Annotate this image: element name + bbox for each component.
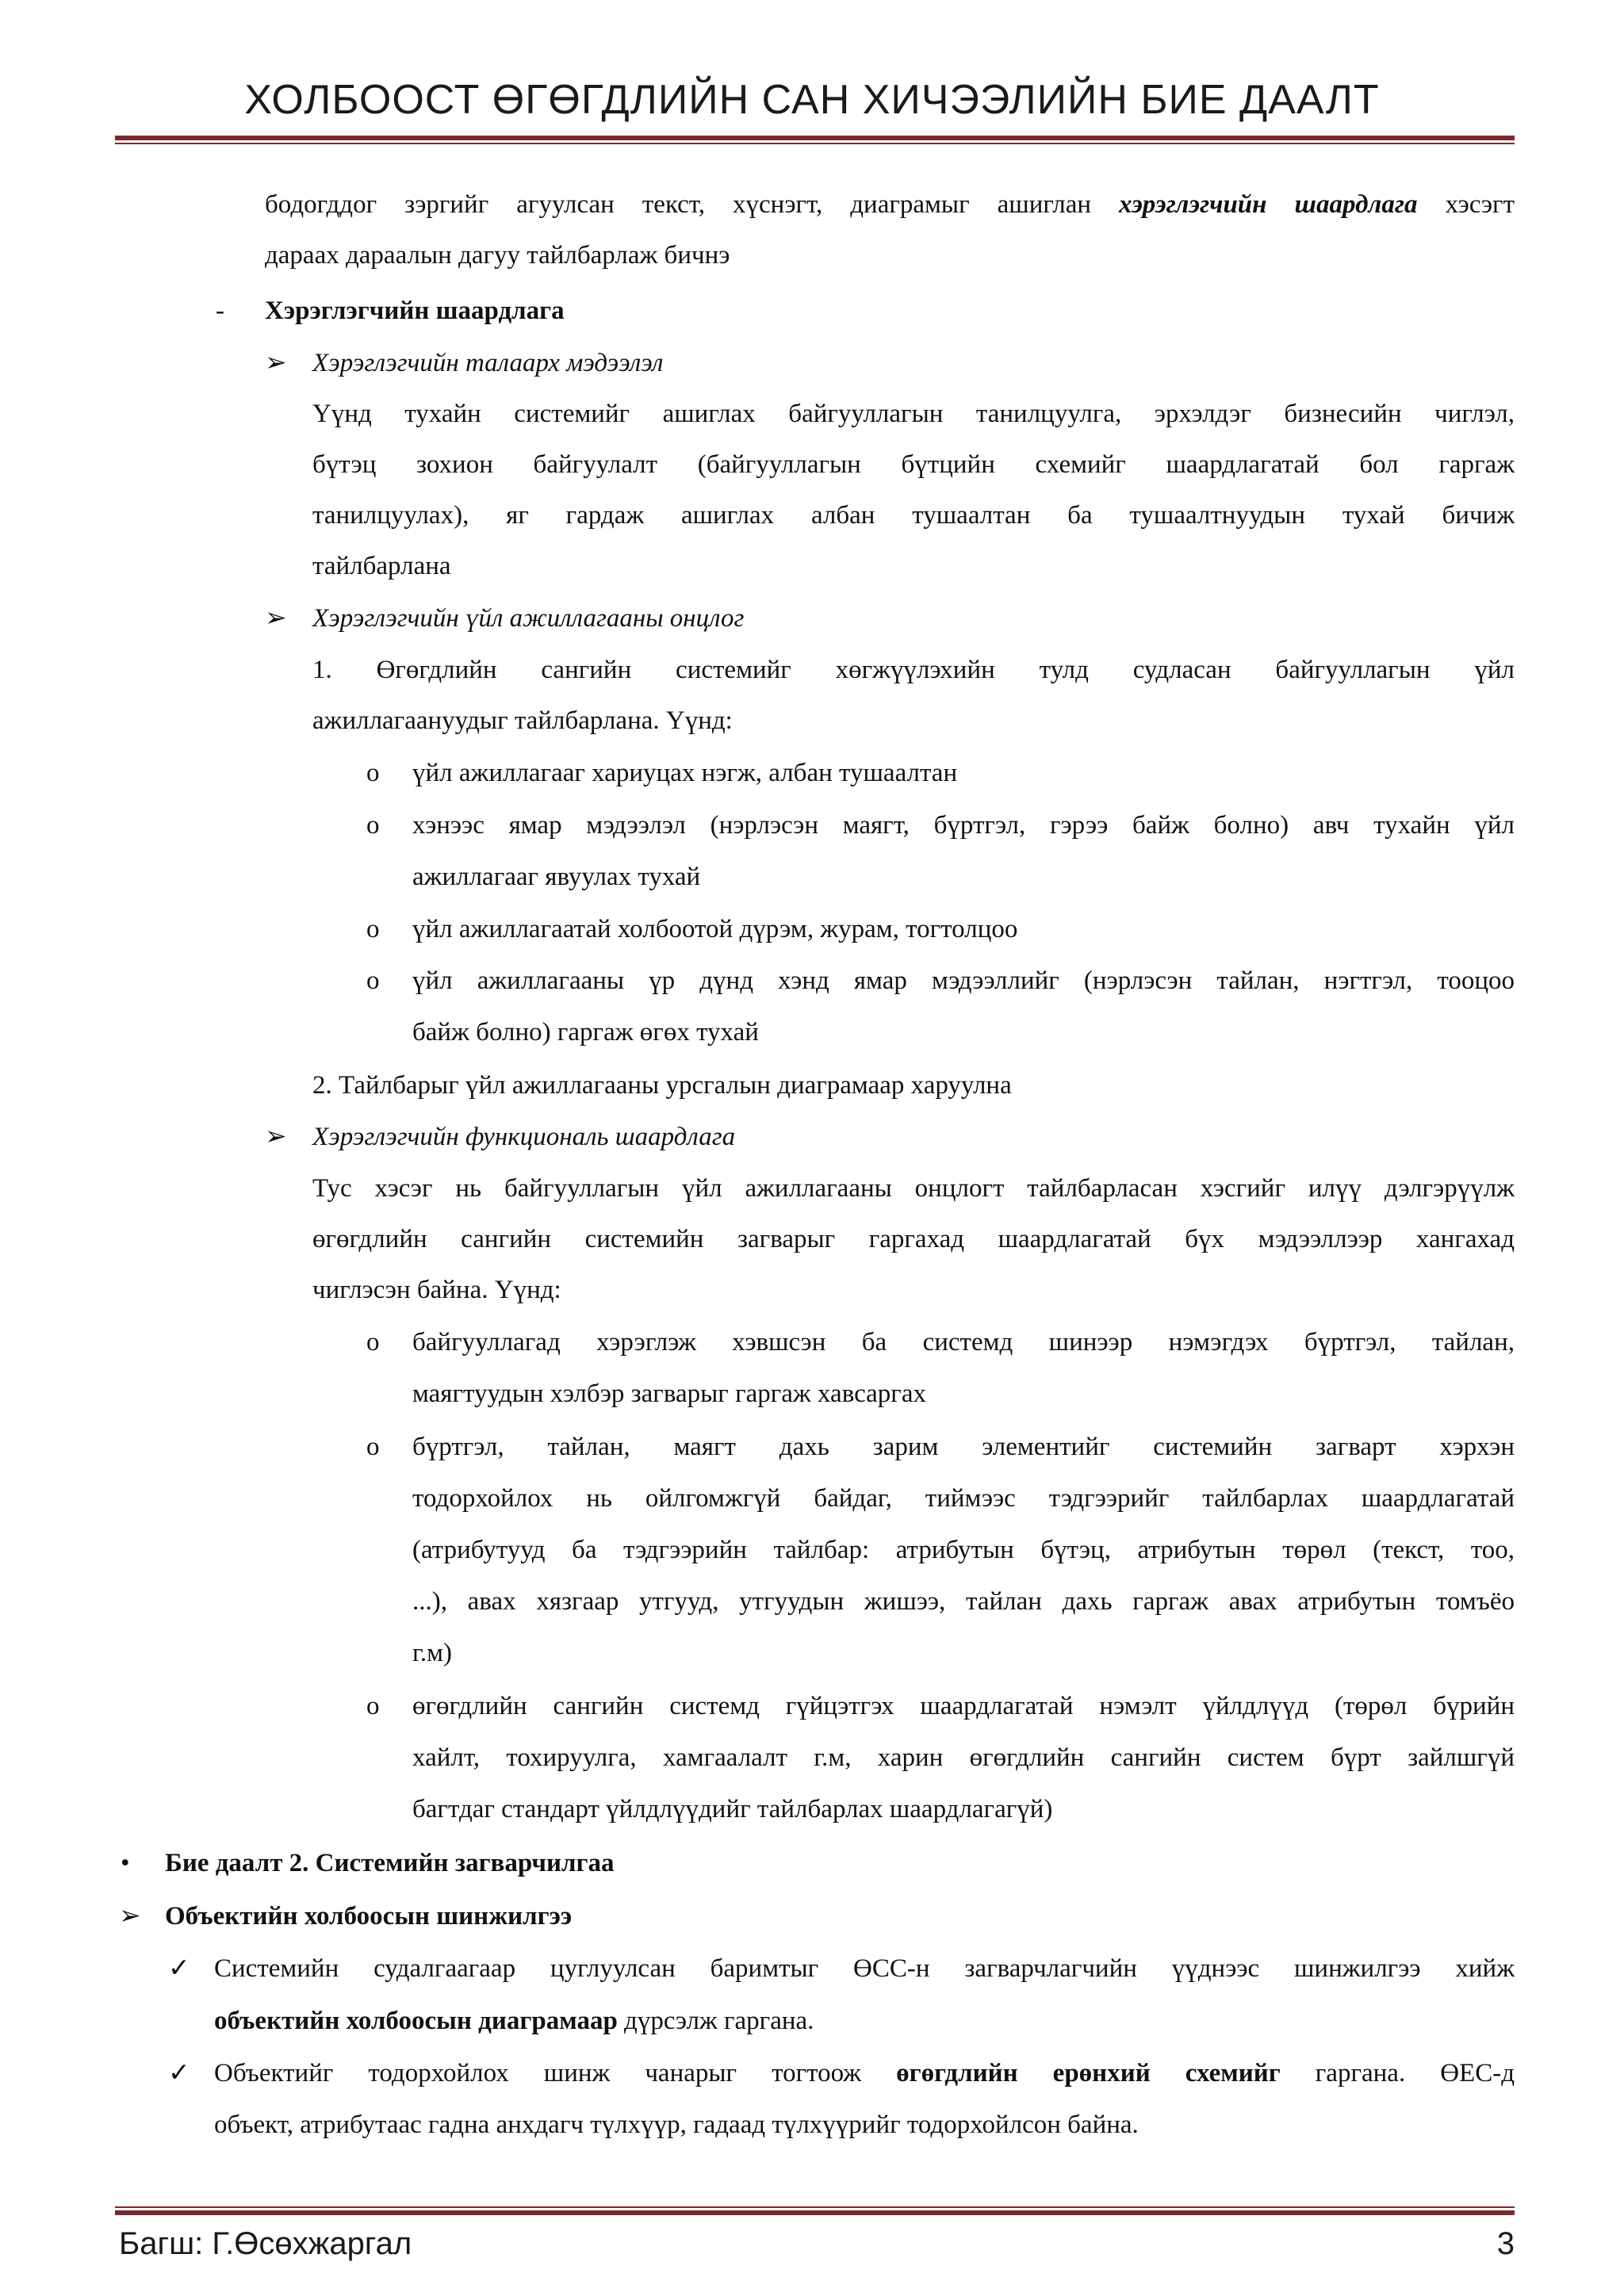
list-item: хэнээс ямар мэдээлэл (нэрлэсэн маягт, бүртгэл, гэрээ байж болно) авч тухайн үйл — [412, 811, 1515, 840]
footer-rule-thin — [115, 2206, 1515, 2208]
list-item: байж болно) гаргаж өгөх тухай — [412, 1018, 759, 1047]
subsection-heading: Объектийн холбоосын шинжилгээ — [165, 1902, 573, 1931]
text-run: Объектийг тодорхойлох шинж чанарыг тогтоож — [214, 2059, 897, 2087]
text-run: бодогддог зэргийг агуулсан текст, хүснэгт, диаграмыг ашиглан — [265, 190, 1120, 219]
list-item: үйл ажиллагааны үр дүнд хэнд ямар мэдээллийг (нэрлэсэн тайлан, нэгтгэл, тооцоо — [412, 966, 1515, 995]
body-line: тайлбарлана — [312, 552, 451, 580]
circle-bullet: o — [366, 1328, 380, 1357]
list-item: багтдаг стандарт үйлдлүүдийг тайлбарлах шаардлагагүй) — [412, 1795, 1053, 1823]
circle-bullet: o — [366, 915, 380, 943]
teacher-name: Багш: Г.Өсөхжаргал — [119, 2226, 412, 2261]
circle-bullet: o — [366, 1692, 380, 1720]
circle-bullet: o — [366, 1433, 380, 1461]
body-line — [214, 2005, 814, 2037]
body-line: бүтэц зохион байгуулалт (байгууллагын бүтцийн схемийг шаардлагатай бол гаргаж — [312, 450, 1515, 479]
bold-text: объектийн холбоосын диаграмаар — [214, 2007, 618, 2035]
subsection-heading: Хэрэглэгчийн функциональ шаардлага — [312, 1123, 736, 1151]
header-rule-thin — [115, 143, 1515, 144]
body-line: 2. Тайлбарыг үйл ажиллагааны урсгалын диаграмаар харуулна — [312, 1071, 1012, 1100]
text-run: дүрсэлж гаргана. — [617, 2007, 814, 2035]
body-line — [265, 189, 1515, 220]
list-item: ...), авах хязгаар утгууд, утгуудын жишээ, тайлан дахь гаргаж авах атрибутын томъёо — [412, 1587, 1515, 1616]
body-line: Тус хэсэг нь байгууллагын үйл ажиллагааны онцлогт тайлбарласан хэсгийг илүү дэлгэрүүлж — [312, 1174, 1515, 1203]
page-title: ХОЛБООСТ ӨГӨГДЛИЙН САН ХИЧЭЭЛИЙН БИЕ ДААЛТ — [244, 77, 1380, 123]
text-run: гаргана. ӨЕС-д — [1280, 2059, 1515, 2087]
list-item: үйл ажиллагааг хариуцах нэгж, албан тушаалтан — [412, 759, 958, 787]
section-heading: Бие даалт 2. Системийн загварчилгаа — [165, 1849, 615, 1877]
dot-bullet: • — [121, 1849, 130, 1877]
list-item: өгөгдлийн сангийн системд гүйцэтгэх шаардлагатай нэмэлт үйлдлүүд (төрөл бүрийн — [412, 1692, 1515, 1720]
body-line: дараах дараалын дагуу тайлбарлаж бичнэ — [265, 241, 730, 270]
body-line: объект, атрибутаас гадна анхдагч түлхүүр, гадаад түлхүүрийг тодорхойлсон байна. — [214, 2110, 1139, 2139]
footer-rule-thick — [115, 2210, 1515, 2215]
arrow-bullet-icon: ➢ — [119, 1902, 141, 1931]
list-item: ажиллагааг явуулах тухай — [412, 863, 701, 891]
arrow-bullet-icon: ➢ — [265, 349, 287, 377]
body-line: танилцуулах), яг гардаж ашиглах албан тушаалтан ба тушаалтнуудын тухай бичиж — [312, 501, 1515, 530]
checkmark-icon: ✓ — [168, 1954, 190, 1983]
page-number: 3 — [1496, 2226, 1515, 2261]
circle-bullet: o — [366, 759, 380, 787]
body-line: чиглэсэн байна. Үүнд: — [312, 1276, 561, 1304]
checkmark-icon: ✓ — [168, 2059, 190, 2087]
list-item: байгууллагад хэрэглэж хэвшсэн ба системд шинээр нэмэгдэх бүртгэл, тайлан, — [412, 1328, 1515, 1357]
header-rule-thick — [115, 136, 1515, 140]
emphasis-text: хэрэглэгчийн шаардлага — [1119, 190, 1418, 219]
arrow-bullet-icon: ➢ — [265, 1123, 287, 1151]
list-item: хайлт, тохируулга, хамгаалалт г.м, харин өгөгдлийн сангийн систем бүрт зайлшгүй — [412, 1743, 1515, 1772]
list-item: үйл ажиллагаатай холбоотой дүрэм, журам, тогтолцоо — [412, 915, 1018, 943]
list-item: маягтуудын хэлбэр загварыг гаргаж хавсаргах — [412, 1380, 926, 1408]
body-line: ажиллагаануудыг тайлбарлана. Үүнд: — [312, 706, 733, 735]
list-item: бүртгэл, тайлан, маягт дахь зарим элементийг системийн загварт хэрхэн — [412, 1433, 1515, 1461]
arrow-bullet-icon: ➢ — [265, 604, 287, 633]
body-line: Үүнд тухайн системийг ашиглах байгууллагын танилцуулга, эрхэлдэг бизнесийн чиглэл, — [312, 400, 1515, 428]
circle-bullet: o — [366, 966, 380, 995]
list-item: г.м) — [412, 1639, 452, 1667]
body-line: Системийн судалгаагаар цуглуулсан баримтыг ӨСС-н загварчлагчийн үүднээс шинжилгээ хийж — [214, 1954, 1515, 1983]
body-line — [214, 2057, 1515, 2089]
list-item: (атрибутууд ба тэдгээрийн тайлбар: атрибутын бүтэц, атрибутын төрөл (текст, тоо, — [412, 1536, 1515, 1564]
body-line: өгөгдлийн сангийн системийн загварыг гаргахад шаардлагатай бүх мэдээллээр хангахад — [312, 1225, 1515, 1253]
body-line: 1. Өгөгдлийн сангийн системийг хөгжүүлэхийн тулд судласан байгууллагын үйл — [312, 656, 1515, 684]
subsection-heading: Хэрэглэгчийн үйл ажиллагааны онцлог — [312, 604, 745, 633]
text-run: хэсэгт — [1417, 190, 1515, 219]
list-item: тодорхойлох нь ойлгомжгүй байдаг, тиймээс тэдгээрийг тайлбарлах шаардлагатай — [412, 1484, 1515, 1513]
subsection-heading: Хэрэглэгчийн талаарх мэдээлэл — [312, 349, 664, 377]
bold-text: өгөгдлийн ерөнхий схемийг — [896, 2059, 1281, 2087]
section-heading: Хэрэглэгчийн шаардлага — [265, 297, 565, 325]
circle-bullet: o — [366, 811, 380, 840]
dash-marker: - — [216, 297, 224, 325]
